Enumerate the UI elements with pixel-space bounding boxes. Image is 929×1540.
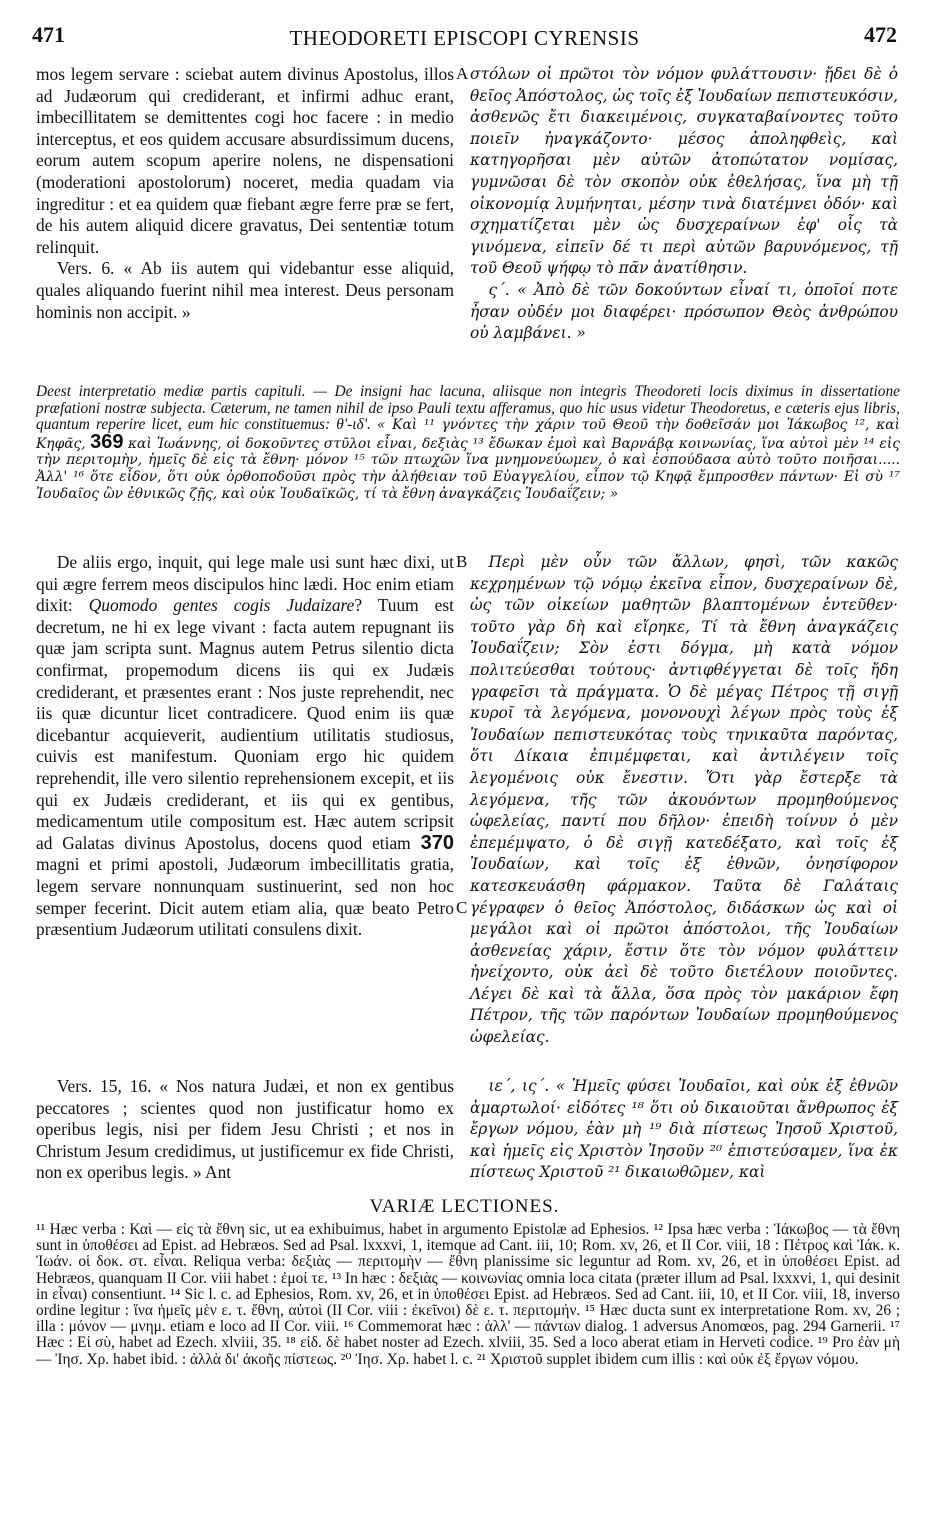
greek-column-block-3 [470,1076,898,1184]
greek-verses-15-16: ιε΄, ις΄. « Ἡμεῖς φύσει Ἰουδαῖοι, καὶ οὐκ ἐξ ἐθνῶν ἁμαρτωλοί· εἰδότες ¹⁸ ὅτι οὐ δικαιοῦται ἄνθρωπος ἐξ ἔργων νόμου, ἐὰν μὴ ¹⁹ διὰ πίστεως Ἰησοῦ Χριστοῦ, καὶ ἡμεῖς εἰς Χριστὸν Ἰησοῦν ²⁰ ἐπιστεύσαμεν, ἵνα ἐκ πίστεως Χριστοῦ ²¹ δικαιωθῶμεν, καὶ [470,1077,898,1182]
latin-column-block-3 [36,1076,454,1184]
latin-column-block-1 [36,64,454,323]
margin-marker-a: A [456,64,469,83]
latin-column-block-2 [36,552,454,941]
margin-marker-b: B [456,552,468,571]
greek-paragraph: στόλων οἱ πρῶτοι τὸν νόμον φυλάττουσιν· ᾔδει δὲ ὁ θεῖος Ἀπόστολος, ὡς τοῖς ἐξ Ἰουδαίων πεπιστευκόσιν, ἀσθενῶς ἔτι διακειμένοις, συγκαταβαίνοντες τοῦτο ποιεῖν ἠναγκάζοντο· μέσος ἀποληφθεὶς, καὶ κατηγορῆσαι μὲν αὐτῶν ἀτοπώτατον νομίσας, γυμνῶσαι δὲ τὸν σκοπὸν οὐκ ἐθελήσας, ἵνα μὴ τῇ οἰκονομίᾳ λυμήνηται, μέσην τινὰ διατέμνει ὁδόν· καὶ σχηματίζεται μὲν ὡς δυσχεραίνων ἐφ' οἷς τὰ γινόμενα, εἰπεῖν δέ τι περὶ αὐτῶν βαρυνόμενος, τῇ τοῦ Θεοῦ ψήφῳ τὸ πᾶν ἀνατίθησιν. [470,65,898,278]
greek-paragraph-2: Περὶ μὲν οὖν τῶν ἄλλων, φησὶ, τῶν κακῶς κεχρημένων τῷ νόμῳ ἐκεῖνα εἶπον, δυσχεραίνων δὲ, ὡς τῶν οἰκείων μαθητῶν βλαπτομένων ἐντεῦθεν· τοῦτο γὰρ δὴ καὶ εἴρηκε, Τί τὰ ἔθνη ἀναγκάζεις Ἰουδαΐζειν; Σὸν ἐστι δόγμα, μὴ κατὰ νόμον πολιτεύεσθαι τούτους· ἀντιφθέγγεται δὲ τοῖς ἤδη γραφεῖσι τὰ πράγματα. Ὁ δὲ μέγας Πέτρος τῇ σιγῇ κυροῖ τὰ λεγόμενα, μονονουχὶ λέγων πρὸς τοὺς ἐξ Ἰουδαίων πεπιστευκότας τοὺς τηνικαῦτα παρόντας, ὅτι Δίκαια ἐπιμέμφεται, καὶ ἀντιλέγειν τοῖς λεγομένοις οὐκ ἔνεστιν. Ὅτι γὰρ ἔστερξε τὰ λεγόμενα, τῆς τῶν ἀκουόντων προμηθούμενος ὠφελείας, παντί που δῆλον· ἐπειδὴ τοίνυν ὁ μὲν ἐπεμέμψατο, ὁ δὲ σιγῇ κατεδέξατο, καὶ τοῖς ἐξ Ἰουδαίων, καὶ τοῖς ἐξ ἐθνῶν, ὀνησίφορον κατεσκευάσθη φάρμακον. Ταῦτα δὲ Γαλάταις γέγραφεν ὁ θεῖος Ἀπόστολος, διδάσκων ὡς καὶ οἱ μεγάλοι καὶ οἱ πρῶτοι ἀπόστολοι, τῆς Ἰουδαίων ἀσθενείας χάριν, ἔστιν ὅτε τὸν νόμον φυλάττειν ἠνείχοντο, οὐκ ἀεὶ δὲ τοῦτο διετέλουν ποιοῦντες. Λέγει δὲ καὶ τὰ ἄλλα, ὅσα πρὸς τὸν μακάριον ἔφη Πέτρον, τῆς τῶν παρόντων Ἰουδαίων προμηθούμενος ὠφελείας. [470,553,898,1047]
latin-verse-6: Vers. 6. « Ab iis autem qui videbantur esse aliquid, quales aliquando fuerint nihil mea interest. Deus personam hominis non accipit. » [36,258,454,322]
latin-paragraph: mos legem servare : sciebat autem divinus Apostolus, illos ad Judæorum qui crediderant, et infirmi adhuc erant, imbecillitatem se demittentes cogi hoc facere : in medio interceptus, et eos quidem accusare absurdissimum ducens, eorum autem scopum aperire nolens, ne dispensationi (moderationi apostolorum) noceret, media quadam via ingreditur : et ea quidem quæ fiebant ægre ferre præ se fert, de his autem aliquid dicere gravatus, Dei sententiæ totum relinquit. [36,64,454,257]
variae-lectiones-heading: VARIÆ LECTIONES. [369,1196,560,1217]
column-number-369: 369 [90,430,124,453]
latin-quote: Quomodo gentes cogis Judaizare [88,595,355,616]
note-latin: Deest interpretatio mediæ partis capituli. — De insigni hac lacuna, aliisque non integris Theodoreti locis diximus in dissertatione præfationi nostræ subjecta. Cæterum, ne tamen nihil de ipso Pauli textu afferamus, quo hic usus videtur Theodoretus, e cæteris ejus libris, quantum reperire licet, eum hic constituemus: θ'-ιδ'. [36,383,900,434]
latin-paragraph-2: De aliis ergo, inquit, qui lege male usi sunt hæc dixi, ut qui ægre ferrem meos discipulos hinc lædi. Hoc enim etiam dixit: Quomodo gentes cogis Judaizare? Tuum est decretum, ne hi ex lege vivant : facta autem repugnant iis quæ jam scripta sunt. Magnus autem Petrus silentio dicta confirmat, propemodum dicens iis qui ex Judæis crediderant, et præsentes erant : Nos juste reprehendit, nec iis quæ dicuntur licet contradicere. Quod enim iis quæ dicebantur acquieverit, audientium utilitatis studiosus, cuivis est manifestum. Quoniam ergo hic quidem reprehendit, ille vero silentio reprehensionem excepit, et iis qui ex Judæis crediderant, et iis qui ex gentibus, medicamentum utile compositum est. Hæc autem scripsit ad Galatas divinus Apostolus, docens quod etiam 370 magni et primi apostoli, Judæorum imbecillitatis gratia, legem servare nonnunquam sustinuerint, sed non hoc semper fecerint. Dicit autem etiam alia, quæ beato Petro præsentium Judæorum utilitati consulens dixit. [36,552,454,940]
page-number-left: 471 [32,22,65,47]
greek-verse-6: ς΄. « Ἀπὸ δὲ τῶν δοκούντων εἶναί τι, ὁποῖοί ποτε ἦσαν οὐδέν μοι διαφέρει· πρόσωπον Θεὸς ἀνθρώπου οὐ λαμβάνει. » [470,280,898,343]
latin-verses-15-16: Vers. 15, 16. « Nos natura Judæi, et non ex gentibus peccatores ; scientes quod non justificatur homo ex operibus legis, nisi per fidem Jesu Christi ; et nos in Christum Jesum credidimus, ut justificemur ex fide Christi, non ex operibus legis. » Ant [36,1076,454,1183]
greek-column-block-2 [470,552,898,1049]
editorial-note [36,384,900,502]
variae-lectiones-text: ¹¹ Hæc verba : Καὶ — εἰς τὰ ἔθνη sic, ut ea exhibuimus, habet in argumento Epistolæ ad Ephesios. ¹² Ipsa hæc verba : Ἰάκωβος — τὰ ἔθνη sunt in ὑποθέσει ad Epist. ad Hebræos. Sed ad Psal. lxxxvi, 1, itemque ad Cant. iii, 10; Rom. xv, 26, et II Cor. viii, 18 : Πέτρος καὶ Ἰάκ. κ. Ἰωάν. οἱ δοκ. στ. εἶναι. Reliqua verba: δεξιὰς — περιτομὴν — ἔθνη planissime sic leguntur ad Rom. xv, 26, et in ὑποθέσει Epist. ad Hebræos, quanquam II Cor. viii habet : ἐμοί τε. ¹³ In hæc : δεξιὰς — κοινωνίας omnia loca citata (præter illum ad Psal. lxxxvi, 1, qui desinit in εἶναι) consentiunt. ¹⁴ Sic l. c. ad Ephesios, Rom. xv, 26, et in ὑποθέσει Epist. ad Hebræos. Sed ad Cant. iii, 10, et II Cor. viii, 18, inverso ordine legitur : ἵνα ἡμεῖς μὲν ε. τ. ἔθνη, αὐτοὶ (II Cor. viii : ἐκεῖνοι) δὲ ε. τ. περιτομήν. ¹⁵ Hæc ducta sunt ex interpretatione Rom. xv, 26 ; illa : μόνον — μνημ. etiam e loco ad II Cor. viii. ¹⁶ Commemorat hæc : ἀλλ' — πάντων dialog. 1 adversus Anomœos, pag. 294 Garnerii. ¹⁷ Hæc : Εἰ σὺ, habet ad Ezech. xlviii, 35. ¹⁸ εἰδ. δὲ habet noster ad Ezech. xlviii, 35. Sed a loco aberat etiam in Herveti codice. ¹⁹ Pro ἐὰν μὴ — Ἰησ. Χρ. habet ibid. : ἀλλὰ δι' ἀκοῆς πίστεως. ²⁰ Ἰησ. Χρ. habet l. c. ²¹ Χριστοῦ supplet ibidem cum illis : καὶ οὐκ ἐξ ἔργων νόμου. [36,1221,900,1368]
page-header [0,16,929,48]
margin-marker-c: C [456,898,468,917]
note-greek-b: καὶ Ἰωάννης, οἱ δοκοῦντες στῦλοι εἶναι, δεξιὰς ¹³ ἔδωκαν ἐμοὶ καὶ Βαρνάβᾳ κοινωνίας, ἵνα αὐτοὶ μὲν ¹⁴ εἰς τὴν περιτομὴν, ἡμεῖς δὲ εἰς τὰ ἔθνη· μόνον ¹⁵ τῶν πτωχῶν ἵνα μνημονεύωμεν, ὁ καὶ ἐσπούδασα αὐτὸ τοῦτο ποιῆσαι..... Ἀλλ' ¹⁶ ὅτε εἶδον, ὅτι οὐκ ὀρθοποδοῦσι πρὸς τὴν ἀλήθειαν τοῦ Εὐαγγελίου, εἶπον τῷ Κηφᾷ ἔμπροσθεν πάντων· Εἰ σὺ ¹⁷ Ἰουδαῖος ὢν ἐθνικῶς ζῇς, καὶ οὐκ Ἰουδαϊκῶς, τί τὰ ἔθνη ἀναγκάζεις Ἰουδαΐζειν; » [36,435,900,502]
column-number-370: 370 [420,831,454,854]
running-title: THEODORETI EPISCOPI CYRENSIS [289,26,640,50]
page-number-right: 472 [864,22,897,47]
greek-column-block-1 [470,64,898,345]
note-greek-a: « Καὶ ¹¹ γνόντες τὴν χάριν τοῦ Θεοῦ τὴν δοθεῖσάν μοι Ἰάκωβος ¹², καὶ Κηφᾶς, [36,417,900,452]
